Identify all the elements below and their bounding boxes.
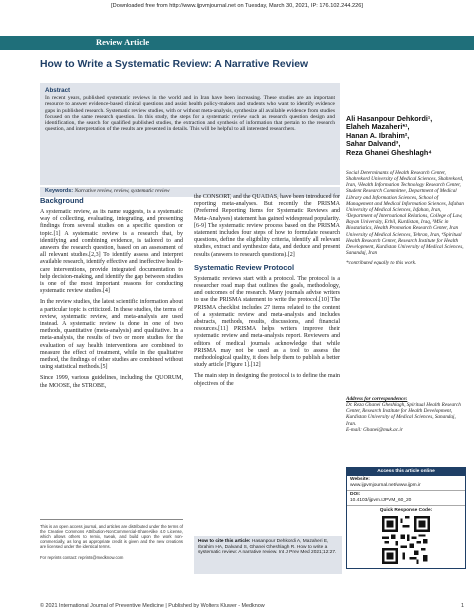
license-text: This is an open access journal, and articles are distributed under the terms of the Creative Commons Attribution-NonCommercial-ShareAlike 4.0 License, which allows others to remix, tweak, and build upon the work non-commercially, as long as appropriate credit is given and the new creations are licensed under the identical terms.: [40, 524, 183, 549]
abstract-heading: Abstract: [45, 87, 71, 94]
paragraph: The main step in designing the protocol is to define the main objectives of the: [194, 373, 340, 387]
affiliations: [346, 170, 466, 266]
access-online-box: [346, 467, 466, 569]
author-name: Elaheh Mazaheri*¹,: [346, 122, 410, 132]
page-number: 1: [461, 603, 464, 609]
download-info-bar: [Downloaded free from http://www.ijpvmjournal.net on Tuesday, March 30, 2021, IP: 176.102.244.226]: [111, 3, 363, 9]
background-heading: Background: [40, 196, 84, 205]
middle-column: [194, 194, 340, 392]
abstract-text: In recent years, published systematic reviews in the world and in Iran have been increasing. These studies are an important resource to answer evidence-based clinical questions and assist health policy-makers and students who want to identify evidence gaps in published research. Systematic review studies, with or without meta-analysis, synthesize all available evidence from studies focused on the same research question. In this study, the steps for a systematic review such as research question design and identification, the search for qualified published studies, the extraction and synthesis of information that pertain to the research question, and interpretation of the results are presented in details. This will be helpful to all interested researchers.: [45, 95, 335, 133]
equal-contribution-note: *contributed equally to this work.: [346, 260, 417, 267]
website-link[interactable]: www.ijpvmjournal.net/www.ijpm.ir: [350, 483, 421, 488]
page-footer: [40, 603, 464, 609]
footer-text: © 2021 International Journal of Preventive Medicine | Published by Wolters Kluwer - Medknow: [40, 603, 265, 609]
license-note: [40, 519, 183, 560]
section-band: [0, 36, 474, 50]
section-label: Review Article: [96, 37, 150, 47]
keywords-text: Narrative review, review, systematic review: [74, 188, 170, 194]
citation-label: How to cite this article:: [198, 539, 251, 544]
protocol-heading: Systematic Review Protocol: [194, 262, 295, 272]
citation-box: [194, 536, 342, 574]
website-label: Website:: [350, 477, 370, 482]
author-name: Sahar Dalvand³,: [346, 139, 401, 149]
abstract-box: [40, 83, 340, 185]
access-header: Access this article online: [347, 468, 465, 476]
doi-value[interactable]: 10.4103/ijpvm.IJPVM_60_20: [350, 498, 412, 503]
article-title: How to Write a Systematic Review: A Narrative Review: [40, 59, 309, 70]
correspondence-label: Address for correspondence:: [346, 396, 408, 402]
citation-text: Hasanpour Dehkordi A, Mazaheri E, Ibrahim HA, Dalvand S, Ghanei Gheshlagh R. How to write a systematic review: A narrative review. Int J Prev Med 2021;12:27.: [198, 539, 337, 556]
doi-label: DOI:: [350, 492, 361, 497]
paragraph: Systematic reviews start with a protocol. The protocol is a researcher road map that outlines the goals, methodology, and outcomes of the research. Many journals advise writers to use the PRISMA statement to write the protocol.[10] The PRISMA checklist includes 27 items related to the content of a systematic review and meta-analysis and includes abstracts, methods, results, discussions, and financial resources.[11] PRISMA helps writers improve their systematic review and meta-analysis report. Reviewers and editors of medical journals acknowledge that while PRISMA may not be used as a tool to assess the methodological quality, it does help them to publish a better study article [Figure 1].[12]: [194, 275, 340, 369]
author-name: Hanan A. Ibrahim²,: [346, 130, 410, 140]
correspondence-text: Dr. Reza Ghanei Gheshlagh, Spiritual Health Research Center, Research Institute for Health Development, Kurdistan University of Medical Sciences, Sanandaj, Iran.: [346, 402, 461, 427]
correspondence-block: [346, 396, 466, 433]
affiliations-text: Social Determinants of Health Research Center, Shahrekord University of Medical Sciences, Shahrekord, Iran, ¹Health Information Technology Research Center, Student Research Committee, Department of Medical Library and Information Sciences, School of Management and Medical Information Sciences, Isfahan University of Medical Sciences, Isfahan, Iran, ²Department of International Relations, College of Law, Bayan University, Erbil, Kurdistan, Iraq, ³MSc in Biostatistics, Health Promotion Research Center, Iran University of Medical Sciences, Tehran, Iran, ⁴Spiritual Health Research Center, Research Institute for Health Development, Kurdistan University of Medical Sciences, Sanandaj, Iran: [346, 170, 464, 257]
author-name: Ali Hasanpour Dehkordi¹,: [346, 114, 433, 123]
paragraph: Since 1999, various guidelines, including the QUORUM, the MOOSE, the STROBE,: [40, 375, 183, 389]
website-row: [347, 476, 465, 491]
qr-label: Quick Response Code:: [379, 508, 433, 513]
left-column: [40, 194, 183, 394]
correspondence-email[interactable]: E-mail: Ghanei@muk.ac.ir: [346, 426, 403, 433]
paragraph: A systematic review, as its name suggests, is a systematic way of collecting, evaluating, integrating, and presenting findings from several studies on a specific question or topic.[1] A systematic review is a research that, by identifying and combining evidence, is tailored to and answers the research question, based on an assessment of all relevant studies.[2,3] To identify assess and interpret available research, identify effective and ineffective health-care interventions, provide integrated documentation to help decision-making, and identify the gap between studies is one of the most important reasons for conducting systematic review studies.[4]: [40, 209, 183, 295]
keywords-label: Keywords:: [45, 188, 74, 194]
reprints-contact: For reprints contact: reprints@medknow.com: [40, 555, 124, 560]
author-name: Reza Ghanei Gheshlagh⁴: [346, 147, 432, 157]
paragraph: In the review studies, the latest scientific information about a particular topic is criticized. In these studies, the terms of review, systematic review, and meta-analysis are used instead. A systematic review is done in one of two methods, quantitative (meta-analysis) and qualitative. In a meta-analysis, the results of two or more studies for the evaluation of say health interventions are combined to measure the effect of treatment, while in the qualitative method, the findings of other studies are combined without using statistical methods.[5]: [40, 299, 183, 371]
doi-row: [347, 491, 465, 506]
paragraph: the CONSORT, and the QUADAS, have been introduced for reporting meta-analyses. But recently the PRISMA (Preferred Reporting Items for Systematic Reviews and Meta-Analyses) statement has gained widespread popularity.[6-9] The systematic review process based on the PRISMA statement includes four steps of how to formulate research questions, define the eligibility criteria, identify all relevant studies, extract and synthesize data, and deduce and present results (answers to research questions).[2]: [194, 194, 340, 258]
qr-code-icon: [382, 516, 430, 564]
author-list: [346, 115, 466, 157]
